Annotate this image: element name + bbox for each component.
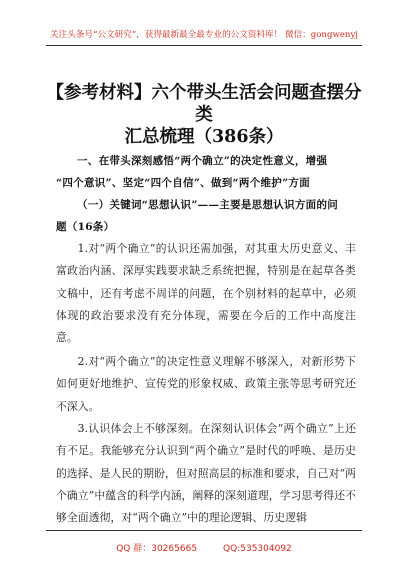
footer-qq-number: QQ:535304092: [223, 544, 292, 554]
header-divider: [46, 45, 362, 46]
footer-qq-group: QQ 群：30265665: [116, 544, 198, 554]
subsection-heading: [56, 194, 356, 238]
paragraph-1: 1.对“两个确立”的认识还需加强，对其重大历史意义、丰富政治内涵、深厚实践要求缺乏系统把握，特别是在起草各类文稿中，还有考虑不周详的问题，在个别材料的起草中，必须体现的政治要求没有充分体现，需要在今后的工作中高度注意。: [56, 242, 356, 345]
section-heading: [56, 150, 356, 194]
title-line-2: 汇总梳理（386条）: [124, 127, 284, 147]
footer-divider: [46, 530, 362, 531]
section-heading-line-1: 一、在带头深刻感悟“两个确立”的决定性意义，增强: [77, 155, 328, 167]
paragraph-3: 3.认识体会上不够深刻。在深刻认识体会“两个确立”上还有不足。我能够充分认识到“两个确立”是时代的呼唤、是历史的选择、是人民的期盼，但对照高层的标准和要求，自己对“两个确立”中蕴含的科学内涵，阐释的深刻道理，学习思考得还不够全面透彻，对“两个确立”中的理论逻辑、历史逻辑: [56, 422, 356, 525]
document-title: [40, 82, 368, 148]
header-promo-note: 关注头条号“公文研究”，获得最新最全最专业的公文资料库！ 微信：gongwenyj: [50, 30, 358, 40]
paragraph-2: 2.对“两个确立”的决定性意义理解不够深入，对新形势下如何更好地维护、宣传党的形象权威、政策主张等思考研究还不深入。: [56, 355, 356, 413]
subsection-heading-line-2: 题（16条）: [56, 221, 115, 233]
subsection-heading-line-1: （一）关键词“思想认识”——主要是思想认识方面的问: [77, 199, 339, 211]
footer-contact: [0, 541, 408, 554]
section-heading-line-2: “四个意识”、坚定“四个自信”、做到“两个维护”方面: [56, 177, 311, 189]
title-line-1: 【参考材料】六个带头生活会问题查摆分类: [46, 83, 362, 125]
